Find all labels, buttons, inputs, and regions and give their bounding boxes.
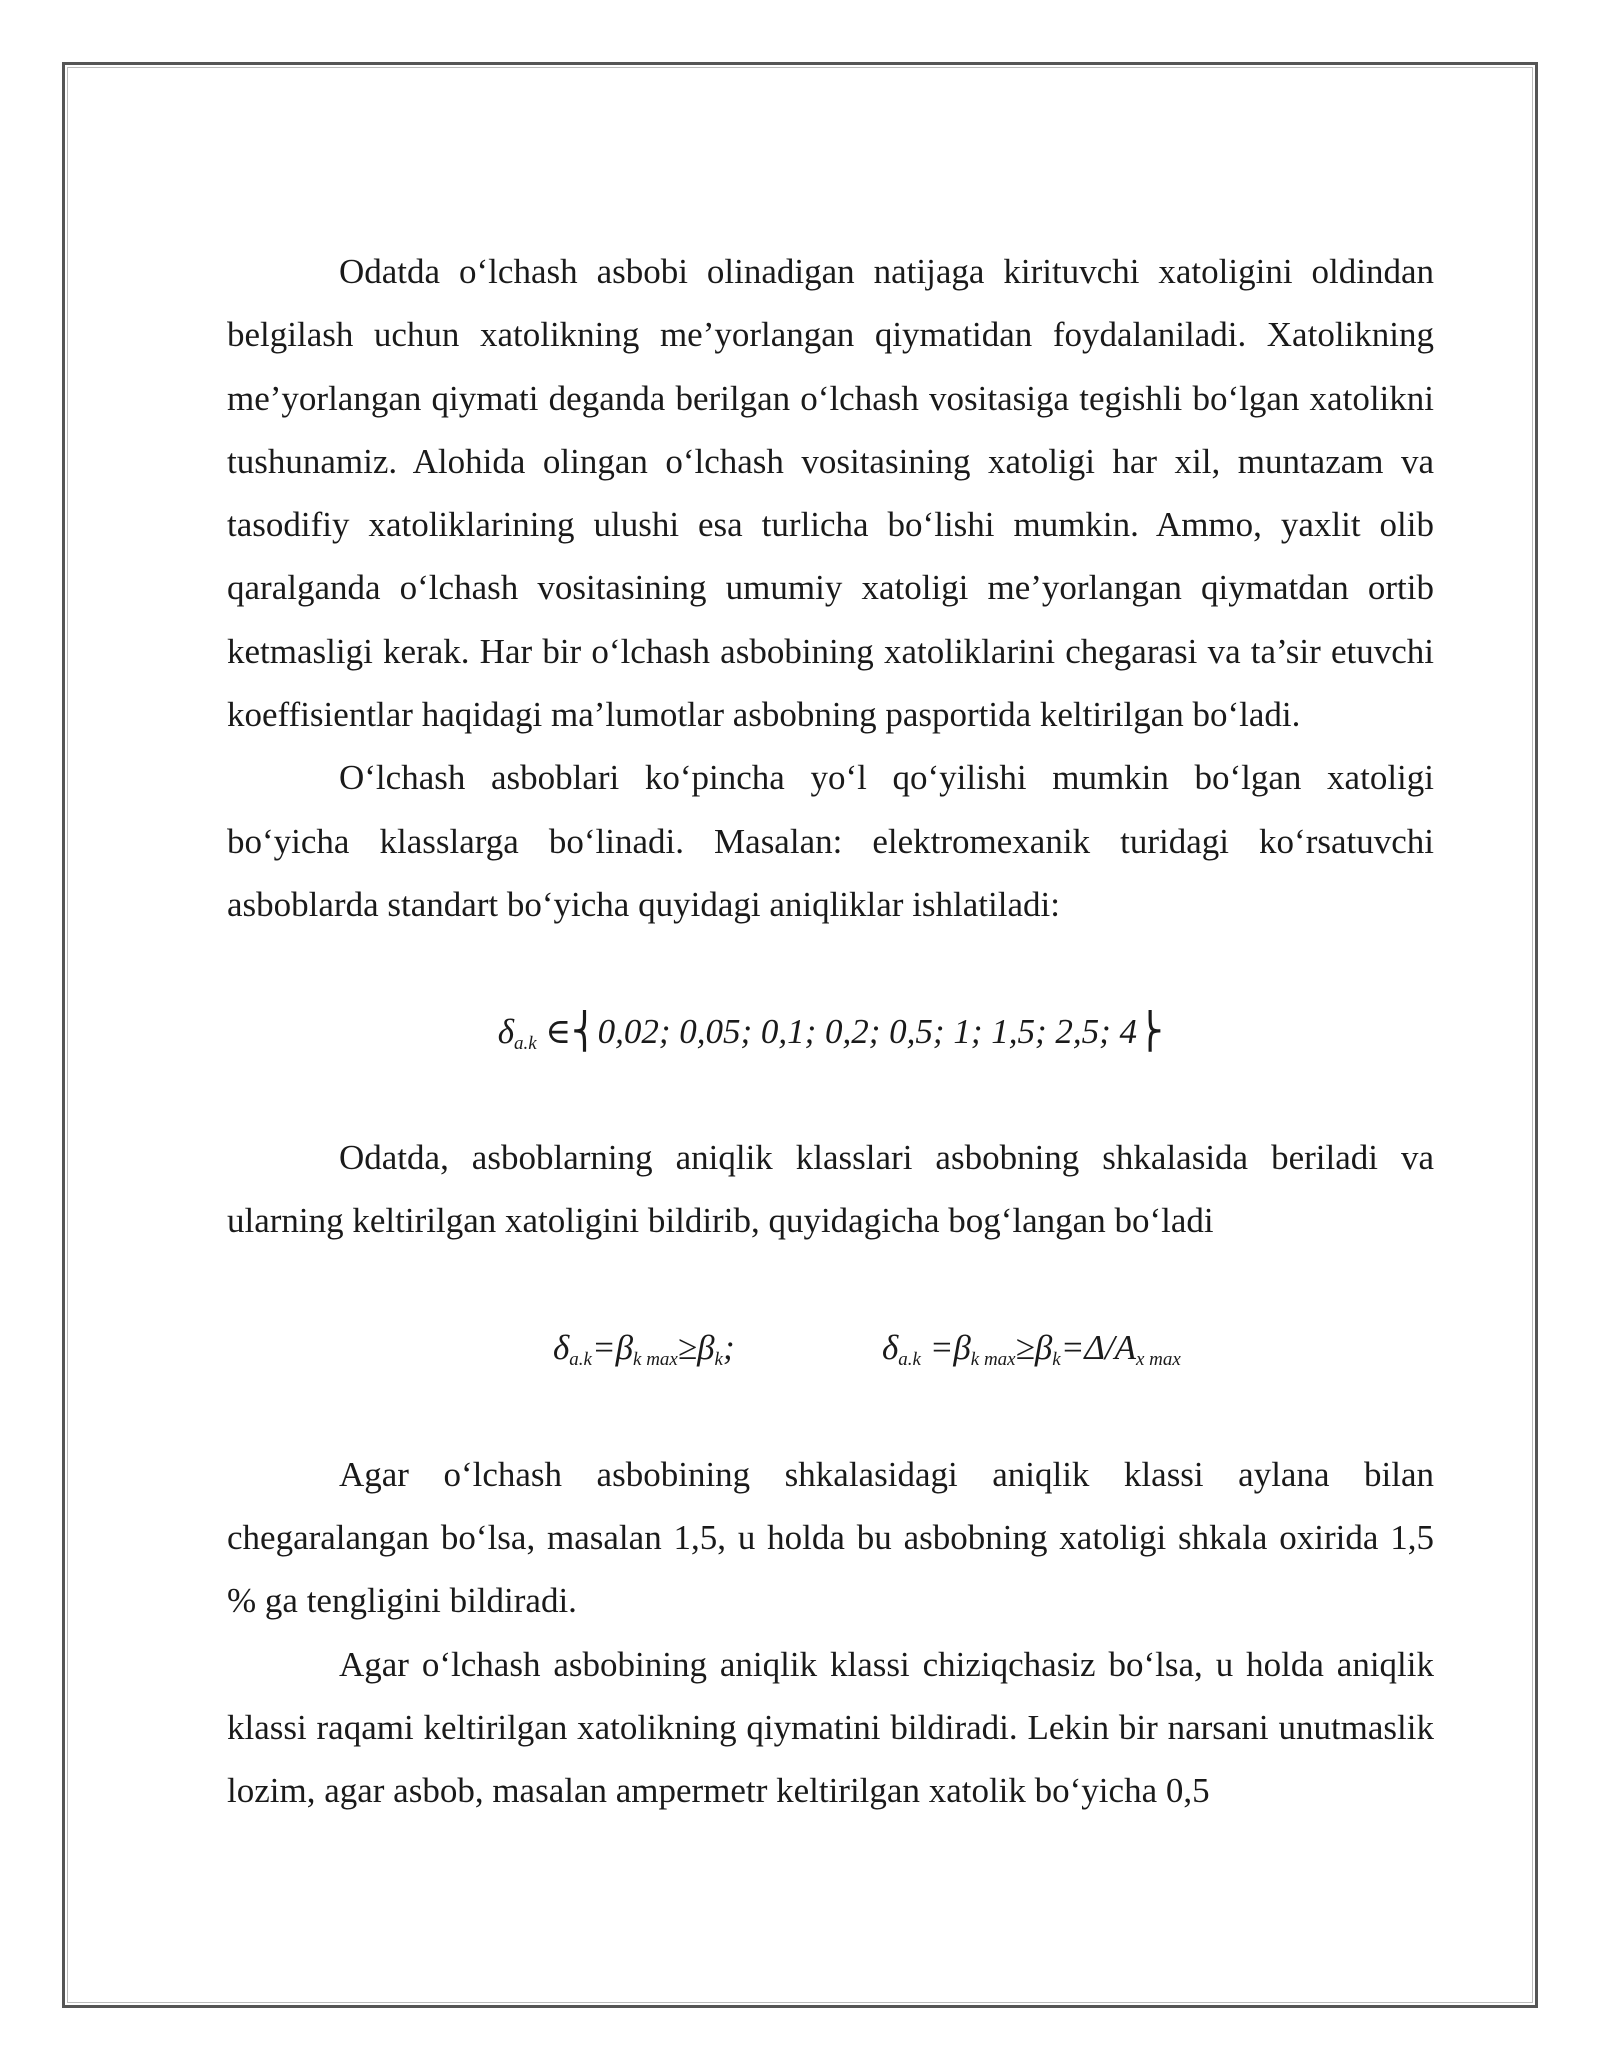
spacer: [227, 936, 1434, 999]
relation-formula: [227, 1316, 1434, 1379]
ge-beta: ≥β: [1015, 1328, 1053, 1368]
delta-symbol: δ: [553, 1328, 570, 1368]
beta-subscript: k max: [970, 1349, 1016, 1371]
equals-beta: =β: [591, 1328, 634, 1368]
paragraph-5: Agar o‘lchash asbobining aniqlik klassi chiziqchasiz bo‘lsa, u holda aniqlik klassi raqami keltirilgan xatolikning qiymatini bildiradi. Lekin bir narsani unutmaslik lozim, agar asbob, masalan ampermetr keltirilgan xatolik bo‘yicha 0,5: [227, 1644, 1434, 1811]
a-subscript: x max: [1135, 1349, 1181, 1371]
beta-k-subscript: k: [1052, 1349, 1061, 1371]
beta-k-subscript: k: [714, 1349, 723, 1371]
paragraph-3: Odatda, asboblarning aniqlik klasslari asbobning shkalasida beriladi va ularning keltirilgan xatoligini bildirib, quyidagicha bog‘langan bo‘ladi: [227, 1138, 1434, 1241]
spacer: [227, 1063, 1434, 1126]
accuracy-set: ∈⎨0,02; 0,05; 0,1; 0,2; 0,5; 1; 1,5; 2,5; 4⎬: [536, 1011, 1164, 1051]
delta-subscript: a.k: [898, 1349, 921, 1371]
accuracy-classes-formula: [227, 1000, 1434, 1063]
paragraph-4: Agar o‘lchash asbobining shkalasidagi aniqlik klassi aylana bilan chegaralangan bo‘lsa, masalan 1,5, u holda bu asbobning xatoligi shkala oxirida 1,5 % ga tengligini bildiradi.: [227, 1454, 1434, 1621]
ge-beta: ≥β: [677, 1328, 715, 1368]
paragraph-1: Odatda o‘lchash asbobi olinadigan natijaga kirituvchi xatoligini oldindan belgilash uchun xatolikning me’yorlangan qiymatidan foydalaniladi. Xatolikning me’yorlangan qiymati deganda berilgan o‘lchash vositasiga tegishli bo‘lgan xatolikni tushunamiz. Alohida olingan o‘lchash vositasining xatoligi har xil, muntazam va tasodifiy xatoliklarining ulushi esa turlicha bo‘lishi mumkin. Ammo, yaxlit olib qaralganda o‘lchash vositasining umumiy xatoligi me’yorlangan qiymatdan ortib ketmasligi kerak. Har bir o‘lchash asbobining xatoliklarini chegarasi va ta’sir etuvchi koeffisientlar haqidagi ma’lumotlar asbobning pasportida keltirilgan bo‘ladi.: [227, 252, 1434, 735]
beta-subscript: k max: [633, 1349, 678, 1371]
semicolon: ;: [722, 1328, 735, 1368]
delta-symbol: δ: [497, 1011, 514, 1051]
spacer: [227, 1253, 1434, 1316]
delta-subscript: a.k: [513, 1032, 537, 1054]
delta-over-a: =Δ/A: [1060, 1328, 1136, 1368]
paragraph-2: O‘lchash asboblari ko‘pincha yo‘l qo‘yilishi mumkin bo‘lgan xatoligi bo‘yicha klasslarga bo‘linadi. Masalan: elektromexanik turidagi ko‘rsatuvchi asboblarda standart bo‘yicha quyidagi aniqliklar ishlatiladi:: [227, 758, 1434, 924]
delta-subscript: a.k: [569, 1349, 592, 1371]
relation-right: [882, 1316, 1181, 1379]
spacer: [227, 1379, 1434, 1442]
relation-left: [553, 1316, 735, 1379]
equals-beta: =β: [920, 1328, 971, 1368]
document-body: [227, 240, 1434, 1822]
delta-symbol: δ: [882, 1328, 899, 1368]
